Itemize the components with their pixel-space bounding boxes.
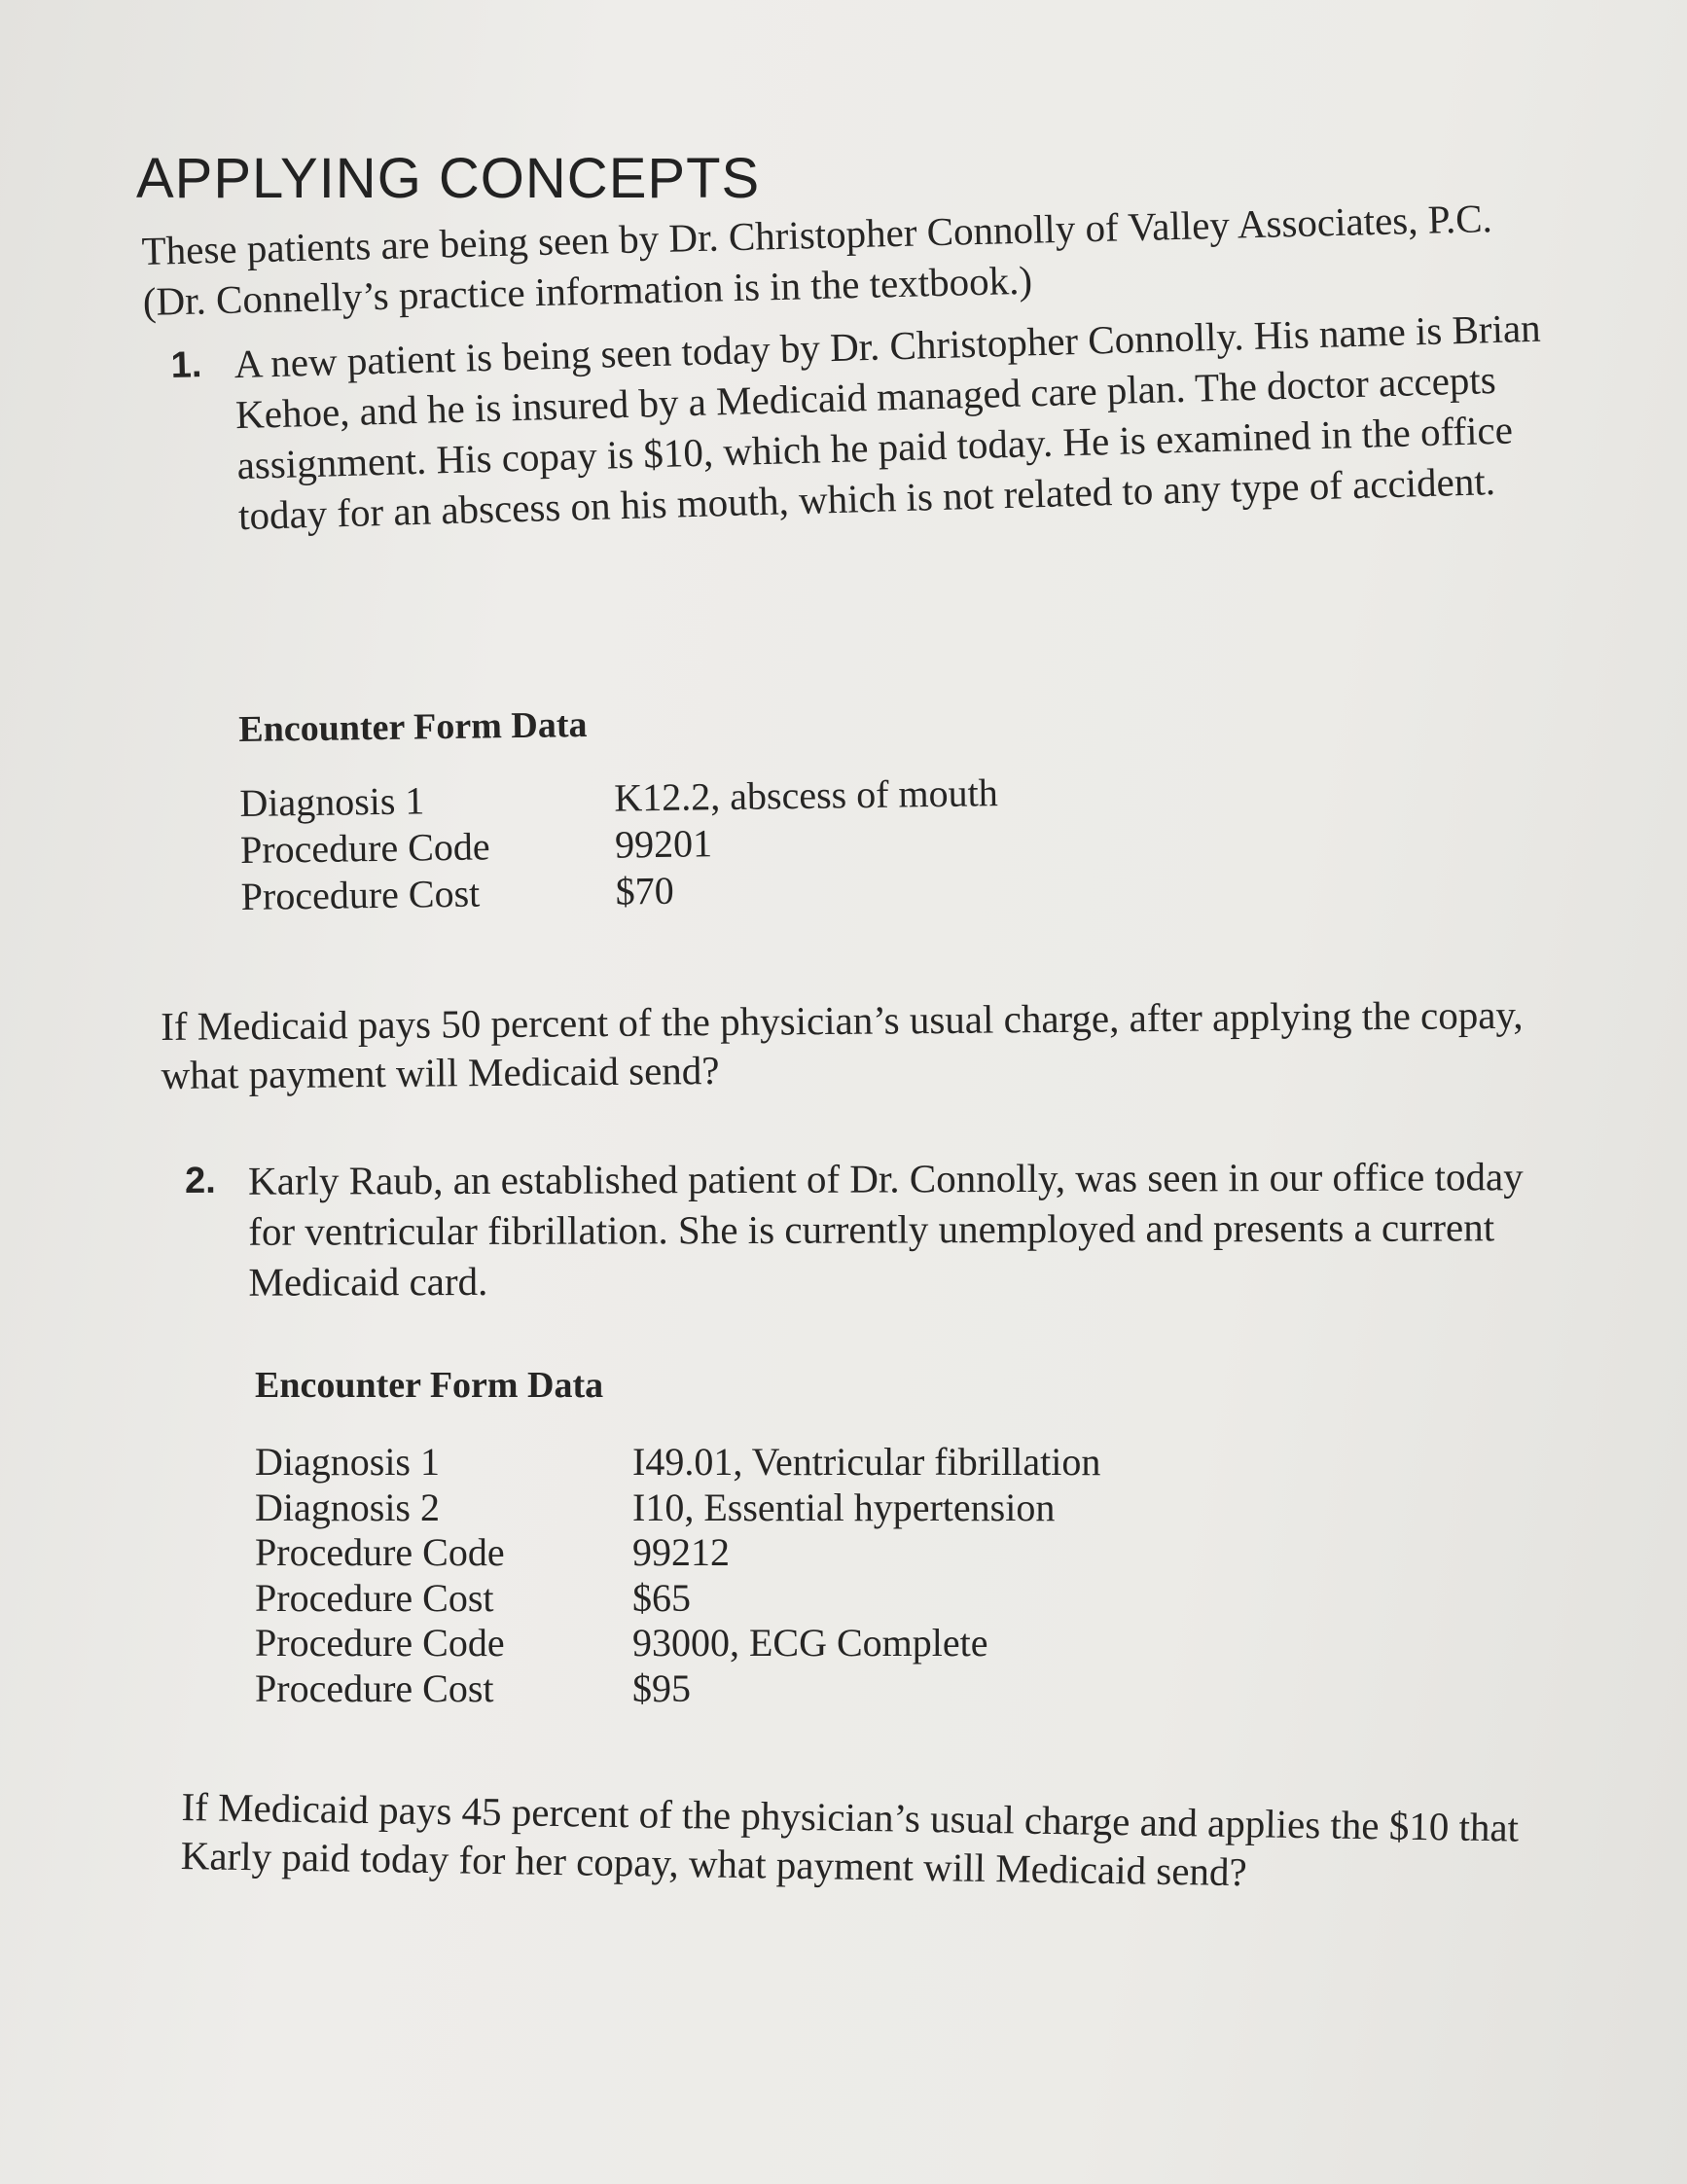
problem-number: 1. [170,344,203,386]
form-value: 99212 [632,1530,730,1574]
form-label: Diagnosis 2 [255,1485,440,1529]
form-value: I10, Essential hypertension [632,1485,1056,1529]
form-label: Procedure Code [255,1621,505,1665]
problem-text: A new patient is being seen today by Dr. Christopher Connolly. His name is Brian Kehoe, and he is insured by a Medicaid managed care plan. The doctor accepts assignment. His copay is $10, which he paid today. He is examined in the office today for an abscess on his mouth, which is not related to any type of accident. [233,304,1542,539]
section-title: APPLYING CONCEPTS [136,147,761,210]
encounter-form-title: Encounter Form Data [255,1365,604,1406]
form-label: Procedure Cost [255,1575,494,1620]
form-label: Diagnosis 1 [239,778,425,825]
intro-paragraph: These patients are being seen by Dr. Christopher Connolly of Valley Associates, P.C. (Dr. Connelly’s practice information is in the textbook.) [141,196,1493,324]
form-label: Procedure Cost [240,871,481,918]
form-value: $70 [615,868,675,913]
form-row [255,1530,1100,1576]
problem-text: Karly Raub, an established patient of Dr. Connolly, was seen in our office today for ventricular fibrillation. She is currently unemployed and presents a current Medicaid card. [248,1154,1524,1305]
form-label: Diagnosis 1 [255,1440,440,1484]
question-1: If Medicaid pays 50 percent of the physician’s usual charge, after applying the copay, what payment will Medicaid send? [161,991,1524,1097]
form-label: Procedure Code [255,1530,505,1574]
form-value: 99201 [614,821,713,867]
encounter-form-title: Encounter Form Data [238,703,588,750]
question-2: If Medicaid pays 45 percent of the physician’s usual charge and applies the $10 that Karly paid today for her copay, what payment will Medicaid send? [180,1783,1520,1895]
problem-1 [170,302,1557,543]
form-row [255,1576,1100,1622]
form-value: $95 [632,1665,691,1710]
encounter-form-1 [238,696,999,920]
form-value: K12.2, abscess of mouth [614,770,999,820]
form-value: $65 [632,1575,691,1620]
form-row [255,1666,1100,1712]
form-label: Procedure Cost [255,1665,494,1710]
form-value: I49.01, Ventricular fibrillation [632,1440,1101,1484]
form-row [255,1621,1100,1666]
form-row [255,1440,1100,1486]
form-value: 93000, ECG Complete [632,1621,988,1665]
encounter-form-2 [255,1362,1100,1711]
form-row [240,863,999,920]
problem-number: 2. [185,1160,216,1201]
problem-2 [185,1151,1577,1307]
form-row [255,1486,1100,1531]
form-label: Procedure Code [239,824,490,872]
